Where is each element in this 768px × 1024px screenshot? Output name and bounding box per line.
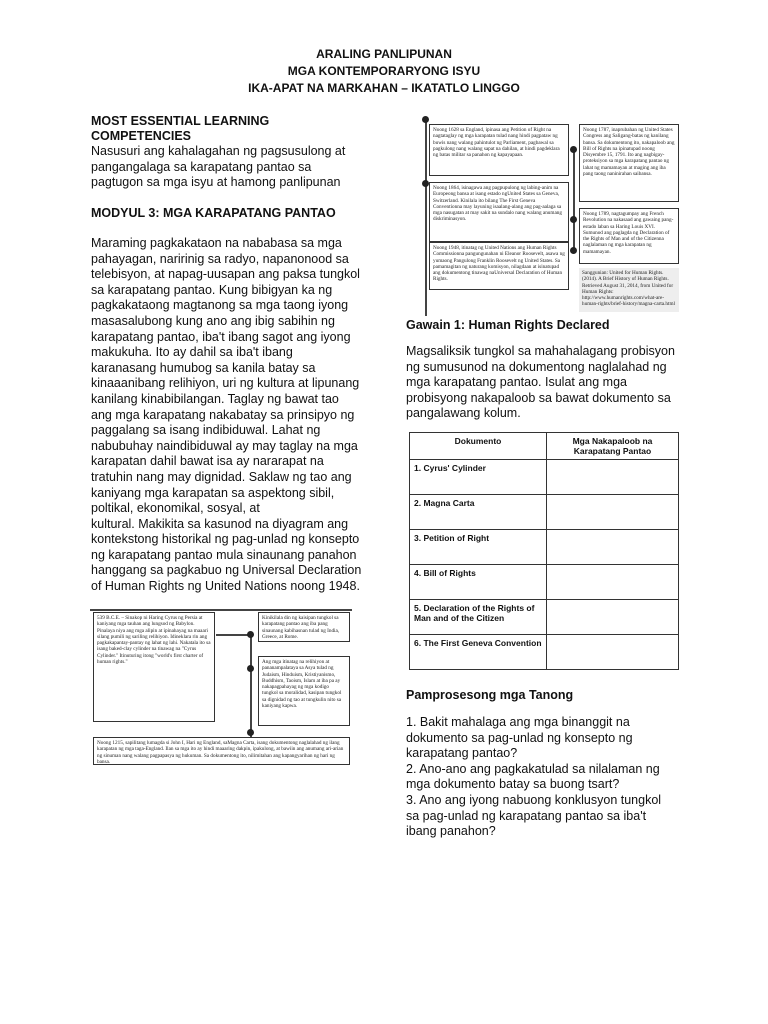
paragraph-line: hanggang sa pagkabuo ng Universal Declaration (91, 563, 362, 578)
ancient-civilizations-box: Kinikilala din ng kaisipan tungkol sa karapatang pantao ang iba pang sinaunang kabihasnan tulad ng India, Greece, at Rome. (258, 612, 350, 642)
question-line: 1. Bakit mahalaga ang mga binanggit na (406, 715, 630, 729)
timeline-line (250, 634, 252, 744)
timeline-dot (247, 729, 254, 736)
answer-cell[interactable] (547, 635, 679, 670)
timeline-dot (422, 180, 429, 187)
table-row (410, 565, 679, 600)
cyrus-cylinder-box: 539 B.C.E. – Sinakop ni Haring Cyrus ng Persia at kaniyang mga tauhan ang lungsod ng Babylon. Pinalaya niya ang mga alipin at ipinahayag na maaari silang pumili ng sariling relihiyon. Idineklara rin ang pagkakapantay-pantay ng lahat ng lahi. Nakatala ito sa isang baked-clay cylinder na tinawag na "Cyrus Cylinder." Itinuturing itong "world's first charter of human rights." (93, 612, 215, 722)
document-cell: 3. Petition of Right (410, 530, 547, 565)
instruction-line: mga karapatang pantao. Isulat ang mga (406, 375, 627, 390)
gawain-instructions (406, 344, 706, 422)
column-header-dokumento: Dokumento (410, 433, 547, 460)
paragraph-line: kontekstong historikal ng pag-unlad ng konsepto (91, 532, 360, 547)
paragraph-line: kaniyang mga karapatan sa aspektong sibil, (91, 485, 335, 500)
timeline-line (90, 609, 352, 611)
paragraph-line: masasalubong kung ano ang ibig sabihin ng (91, 313, 335, 328)
documents-table (409, 432, 679, 670)
table-header-row (410, 433, 679, 460)
paragraph-line: nabubuhay naindibiduwal ay may taglay na mga (91, 438, 358, 453)
religions-box: Ang mga itinatag na relihiyon at pananampalataya sa Asya tulad ng Judaism, Hinduism, Kristiyanismo, Buddhism, Taoism, Islam at iba pa ay nakapagpahayag ng mga kodigo tungkol sa moralidad, kasipan tungkol sa dignidad ng tao at tungkulin nito sa kaniyang kapwa. (258, 656, 350, 726)
paragraph-line: poltikal, ekonomikal, sosyal, at (91, 501, 260, 516)
paragraph-line: paggalang sa isang indibiduwal. Lahat ng (91, 423, 321, 438)
document-cell: 4. Bill of Rights (410, 565, 547, 600)
timeline-dot (570, 146, 577, 153)
instruction-line: pangalawang kolum. (406, 406, 521, 421)
table-row (410, 460, 679, 495)
paragraph-line: tratuhin nang may dignidad. Saklaw ng tao ang (91, 469, 352, 484)
question-line: dokumento sa pag-unlad ng konsepto ng (406, 730, 633, 745)
answer-cell[interactable] (547, 530, 679, 565)
timeline-line (425, 120, 427, 316)
instruction-line: ng sumusunod na dokumentong naglalahad ng (406, 359, 667, 374)
magna-carta-box: Noong 1215, sapilitang lumagda si John I, Hari ng England, saMagna Carta, isang dokumentong naglalahad ng ilang karapatan ng mga taga-England. Ilan sa mga ito ay hindi maaaring dakpin, ipakulong, at bawiin ang anumang ari-arian ng sinuman nang walang pagpapasya ng hukuman. Sa dokumentong ito, nilimitahan ang kapangyarihan ng hari ng bansa. (93, 737, 350, 765)
question-line: sa pag-unlad ng karapatang pantao sa iba't (406, 808, 647, 823)
melc-title-line-1: MOST ESSENTIAL LEARNING (91, 114, 270, 128)
instruction-line: probisyong nakapaloob sa bawat dokumento sa (406, 390, 671, 405)
document-cell: 6. The First Geneva Convention (410, 635, 547, 670)
table-row (410, 530, 679, 565)
intro-paragraph (91, 236, 391, 595)
answer-cell[interactable] (547, 460, 679, 495)
history-diagram-left (90, 604, 352, 766)
paragraph-line: pagkakataong magtanong sa mga taong iyong (91, 298, 349, 313)
table-row (410, 600, 679, 635)
history-diagram-right (411, 116, 681, 318)
question-line: ibang panahon? (406, 824, 496, 839)
timeline-dot (247, 665, 254, 672)
answer-cell[interactable] (547, 495, 679, 530)
timeline-dot (247, 631, 254, 638)
question-line: mga dokumento batay sa buong tsart? (406, 777, 620, 792)
melc-line: pangangalaga sa karapatang pantao sa (91, 159, 312, 174)
document-cell: 2. Magna Carta (410, 495, 547, 530)
melc-text (91, 144, 381, 191)
timeline-dot (570, 247, 577, 254)
question-line: 2. Ano-ano ang pagkakatulad sa nilalaman ng (406, 761, 660, 776)
header-title-3: IKA-APAT NA MARKAHAN – IKATATLO LINGGO (248, 81, 520, 95)
column-header-nakapaloob: Mga Nakapaloob na Karapatang Pantao (547, 433, 679, 460)
answer-cell[interactable] (547, 565, 679, 600)
paragraph-line: karanasang humubog sa kanila batay sa (91, 360, 316, 375)
header-title-1: ARALING PANLIPUNAN (316, 47, 452, 61)
instruction-line: Magsaliksik tungkol sa mahahalagang probisyon (406, 344, 675, 358)
document-cell: 5. Declaration of the Rights of Man and of the Citizen (410, 600, 547, 635)
tanong-title: Pamprosesong mga Tanong (406, 688, 574, 702)
paragraph-line: pahayagan, naririnig sa radyo, napanonood sa (91, 251, 349, 266)
timeline-dot (570, 216, 577, 223)
timeline-dot (422, 116, 429, 123)
melc-line: pagtugon sa mga isyu at hamong panlipunan (91, 175, 341, 190)
paragraph-line: of Human Rights ng United Nations noong 1948. (91, 579, 360, 594)
paragraph-line: karapatan dahil bawat isa ay nararapat na (91, 454, 324, 469)
melc-line: Nasusuri ang kahalagahan ng pagsusulong at (91, 144, 346, 158)
source-citation: Sanggunian: United for Human Rights. (2014). A Brief History of Human Rights. Retrieved August 31, 2014, from United for Human Rights: http://www.humanrights.com/what-are-human-rights/brief-history/magna-carta.html (579, 268, 679, 312)
table-row (410, 635, 679, 670)
bill-of-rights-box: Noong 1787, inaprubahan ng United States Congress ang Saligang-batas ng kanilang bansa. Sa dokumentong ito, nakapaloob ang Bill of Rights na ipinatupad noong Disyembre 15, 1791. Ito ang nagbigay-proteksiyon sa mga karapatang pantao ng lahat ng mamamayan at maging ang iba pang taong naninirahan saibansa. (579, 124, 679, 202)
question-line: karapatang pantao? (406, 746, 518, 761)
geneva-convention-box: Noong 1864, isinagawa ang pagpupulong ng labing-anim na Europeong bansa at isang estado ngUnited States sa Geneva, Switzerland. Kinilala ito bilang The First Geneva Conventionna may layuning isaalang-alang ang pag-aalaga sa mga nasugatan at may sakit na sundalo nang walang anumang diskriminasyon. (429, 182, 569, 242)
document-cell: 1. Cyrus' Cylinder (410, 460, 547, 495)
table-row (410, 495, 679, 530)
paragraph-line: makukuha. Ito ay dahil sa iba't ibang (91, 345, 293, 360)
paragraph-line: karapatang pantao, iba't ibang sagot ang iyong (91, 329, 351, 344)
paragraph-line: ang mga karapatang nakabatay sa prinsipyo ng (91, 407, 355, 422)
french-revolution-box: Noong 1789, nagtagumpay ang French Revolution na nakasaad ang gawaing pang-estado laban sa Haring Louis XVI. Sumunod ang paglagda ng Declaration of the Rights of Man and of the Citizenna naglalaman ng mga karapatan ng mamamayan. (579, 208, 679, 264)
udhr-box: Noong 1948, itinatag ng United Nations ang Human Rights Commissionna pangungunahan ni Eleanor Roosevelt, asawa ng yumaong Pangulong Franklin Roosevelt ng United States. Sa pamamagitan ng naturang komisyon, nilagdaan at isinatupad ang dokumentong tinawag naUniversal Declaration of Human Rights. (429, 242, 569, 290)
paragraph-line: telebisyon, at napag-uusapan ang paksa tungkol (91, 267, 360, 282)
paragraph-line: ng karapatang pantao mula sinaunang panahon (91, 547, 357, 562)
gawain-title: Gawain 1: Human Rights Declared (406, 318, 610, 332)
header-title-2: MGA KONTEMPORARYONG ISYU (287, 64, 481, 78)
tanong-list (406, 715, 706, 840)
modyul-title: MODYUL 3: MGA KARAPATANG PANTAO (91, 206, 336, 220)
timeline-line (216, 634, 251, 636)
question-line: 3. Ano ang iyong nabuong konklusyon tungkol (406, 792, 662, 807)
paragraph-line: kanilang kinabibilangan. Taglay ng bawat tao (91, 391, 339, 406)
melc-title-line-2: COMPETENCIES (91, 129, 192, 143)
petition-of-right-box: Noong 1628 sa England, ipinasa ang Petition of Right na nagtataglay ng mga karapatan tulad nang hindi pagpataw ng buwis nang walang pahintulot ng Parliament, pagbawal sa pagkulong nang walang sapat na dahilan, at hindi pagdeklara ng batas militar sa panahon ng kapayapaan. (429, 124, 569, 176)
paragraph-line: sa karapatang pantao. Kung bibigyan ka ng (91, 282, 333, 297)
timeline-line (573, 150, 575, 250)
paragraph-line: Maraming pagkakataon na nababasa sa mga (91, 236, 342, 250)
paragraph-line: kinaaanibang relihiyon, uri ng kultura at lipunang (91, 376, 360, 391)
answer-cell[interactable] (547, 600, 679, 635)
paragraph-line: kultural. Makikita sa kasunod na diyagram ang (91, 516, 349, 531)
